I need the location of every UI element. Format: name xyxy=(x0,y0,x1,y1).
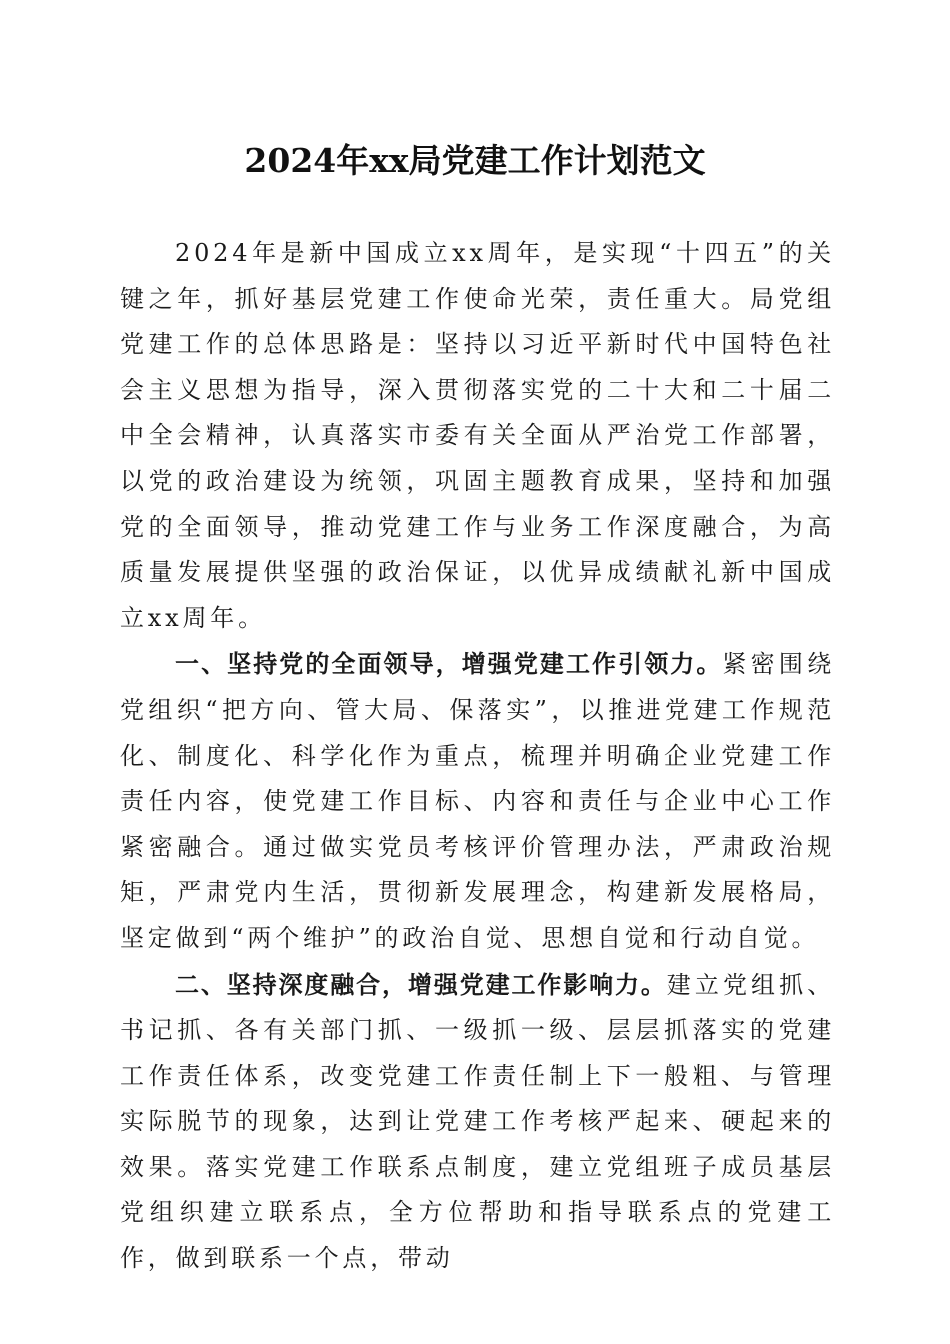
section-paragraph-2 xyxy=(120,962,835,1282)
document-title: 2024年xx局党建工作计划范文 xyxy=(244,141,706,180)
section-body-2: 建立党组抓、书记抓、各有关部门抓、一级抓一级、层层抓落实的党建工作责任体系，改变党建工作责任制上下一般粗、与管理实际脱节的现象，达到让党建工作考核严起来、硬起来的效果。落实党建工作联系点制度，建立党组班子成员基层党组织建立联系点，全方位帮助和指导联系点的党建工作，做到联系一个点，带动 xyxy=(120,970,835,1273)
document-body xyxy=(120,231,835,1282)
section-paragraph-1 xyxy=(120,641,835,961)
section-heading-1: 一、坚持党的全面领导，增强党建工作引领力。 xyxy=(175,649,723,679)
section-body-1: 紧密围绕党组织“把方向、管大局、保落实”，以推进党建工作规范化、制度化、科学化作为重点，梳理并明确企业党建工作责任内容，使党建工作目标、内容和责任与企业中心工作紧密融合。通过做实党员考核评价管理办法，严肃政治规矩，严肃党内生活，贯彻新发展理念，构建新发展格局，坚定做到“两个维护”的政治自觉、思想自觉和行动自觉。 xyxy=(120,650,835,952)
section-heading-2: 二、坚持深度融合，增强党建工作影响力。 xyxy=(175,969,667,999)
intro-paragraph: 2024年是新中国成立xx周年，是实现“十四五”的关键之年，抓好基层党建工作使命光荣，责任重大。局党组党建工作的总体思路是：坚持以习近平新时代中国特色社会主义思想为指导，深入贯彻落实党的二十大和二十届二中全会精神，认真落实市委有关全面从严治党工作部署，以党的政治建设为统领，巩固主题教育成果，坚持和加强党的全面领导，推动党建工作与业务工作深度融合，为高质量发展提供坚强的政治保证，以优异成绩献礼新中国成立xx周年。 xyxy=(120,239,835,632)
